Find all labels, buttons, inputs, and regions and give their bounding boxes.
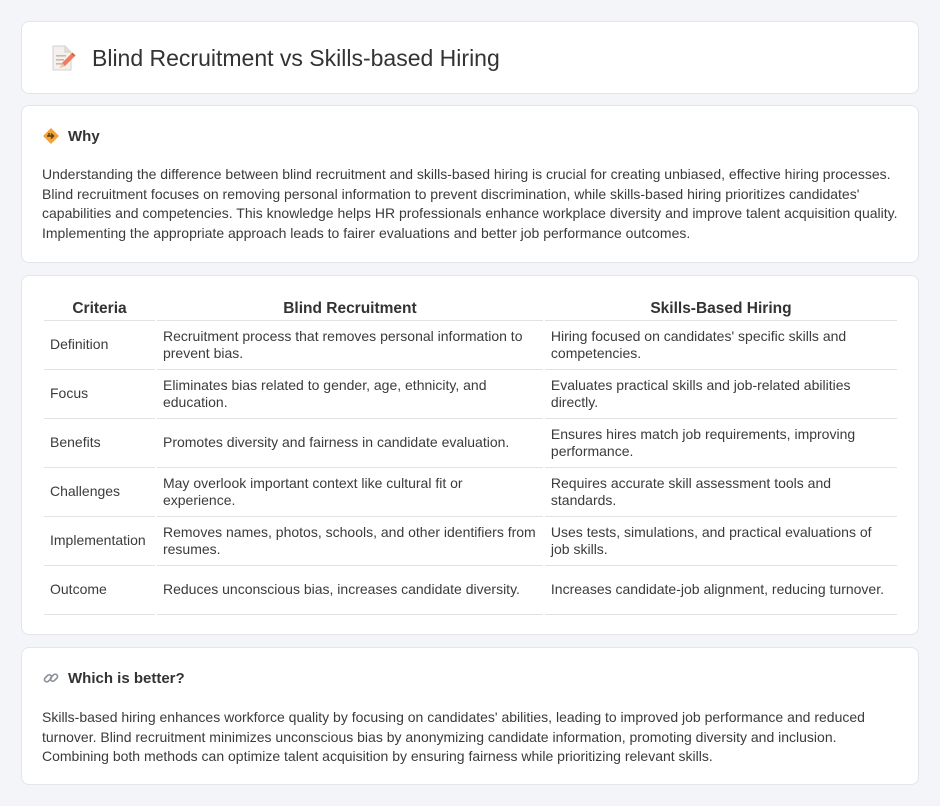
blind-recruitment-cell: May overlook important context like cultural fit or experience. xyxy=(157,468,543,517)
why-paragraph: Understanding the difference between blind recruitment and skills-based hiring is crucial for creating unbiased, effective hiring processes. Blind recruitment focuses on removing personal information to prevent discrimination, while skills-based hiring prioritizes candidates' capabilities and competencies. This knowledge helps HR professionals enhance workplace diversity and improve talent acquisition quality. Implementing the appropriate approach leads to fairer evaluations and better job performance outcomes. xyxy=(42,166,898,241)
comparison-card xyxy=(21,275,919,635)
header-card xyxy=(21,21,919,94)
blind-recruitment-cell: Eliminates bias related to gender, age, ethnicity, and education. xyxy=(157,370,543,419)
why-heading xyxy=(42,127,100,145)
column-header-skills-based-hiring: Skills-Based Hiring xyxy=(545,295,897,321)
skills-based-hiring-cell: Ensures hires match job requirements, improving performance. xyxy=(545,419,897,468)
skills-based-hiring-cell: Evaluates practical skills and job-related abilities directly. xyxy=(545,370,897,419)
skills-based-hiring-cell: Increases candidate-job alignment, reducing turnover. xyxy=(545,566,897,615)
blind-recruitment-cell: Promotes diversity and fairness in candidate evaluation. xyxy=(157,419,543,468)
better-heading xyxy=(42,669,185,687)
title-row xyxy=(46,42,500,74)
column-header-blind-recruitment: Blind Recruitment xyxy=(157,295,543,321)
skills-based-hiring-cell: Requires accurate skill assessment tools and standards. xyxy=(545,468,897,517)
criteria-cell: Focus xyxy=(44,370,155,419)
document-pencil-icon xyxy=(46,42,78,74)
blind-recruitment-cell: Reduces unconscious bias, increases candidate diversity. xyxy=(157,566,543,615)
why-title: Why xyxy=(68,127,100,145)
why-card xyxy=(21,105,919,263)
table-row xyxy=(44,566,897,615)
criteria-cell: Challenges xyxy=(44,468,155,517)
table-row xyxy=(44,517,897,566)
table-row xyxy=(44,321,897,370)
better-paragraph: Skills-based hiring enhances workforce quality by focusing on candidates' abilities, leading to improved job performance and reduced turnover. Blind recruitment minimizes unconscious bias by anonymizing candidate information, promoting diversity and inclusion. Combining both methods can optimize talent acquisition by ensuring fairness while prioritizing relevant skills. xyxy=(42,709,865,764)
which-is-better-card xyxy=(21,647,919,785)
better-title: Which is better? xyxy=(68,669,185,687)
skills-based-hiring-cell: Uses tests, simulations, and practical evaluations of job skills. xyxy=(545,517,897,566)
comparison-table xyxy=(42,295,899,615)
blind-recruitment-cell: Removes names, photos, schools, and other identifiers from resumes. xyxy=(157,517,543,566)
table-row xyxy=(44,468,897,517)
table-header-row xyxy=(44,295,897,321)
diamond-arrows-icon xyxy=(42,127,60,145)
table-row xyxy=(44,370,897,419)
criteria-cell: Definition xyxy=(44,321,155,370)
criteria-cell: Outcome xyxy=(44,566,155,615)
criteria-cell: Implementation xyxy=(44,517,155,566)
link-icon xyxy=(42,669,60,687)
criteria-cell: Benefits xyxy=(44,419,155,468)
page-title: Blind Recruitment vs Skills-based Hiring xyxy=(92,44,500,71)
blind-recruitment-cell: Recruitment process that removes personal information to prevent bias. xyxy=(157,321,543,370)
column-header-criteria: Criteria xyxy=(44,295,155,321)
table-row xyxy=(44,419,897,468)
skills-based-hiring-cell: Hiring focused on candidates' specific skills and competencies. xyxy=(545,321,897,370)
